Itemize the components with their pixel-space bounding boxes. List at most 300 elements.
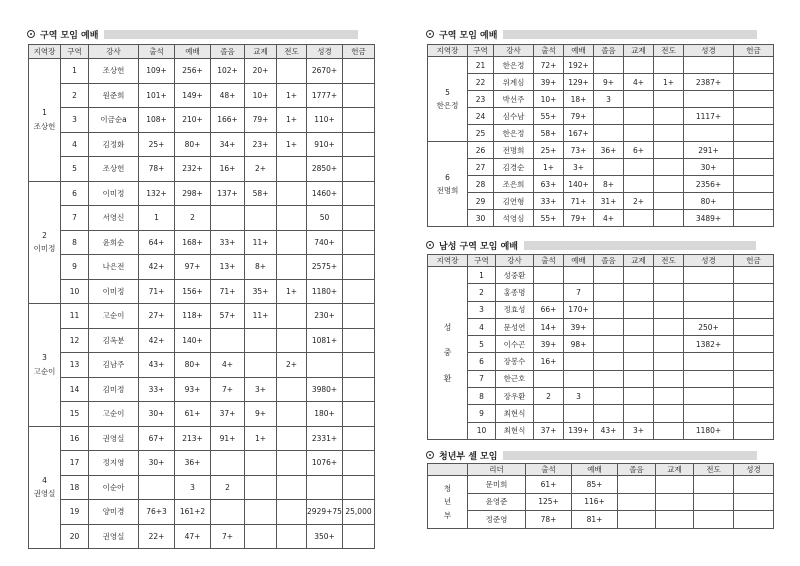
- cell-worship: 80+: [175, 132, 211, 157]
- cell-worship: 156+: [175, 279, 211, 304]
- cell-doze: [594, 57, 624, 74]
- cell-fellowship: 9+: [245, 402, 277, 427]
- cell-bible: 910+: [307, 132, 343, 157]
- cell-attendance: 78+: [139, 157, 175, 182]
- cell-fellowship: [624, 353, 654, 370]
- cell-teacher: 김남주: [89, 353, 139, 378]
- cell-evangelism: [654, 301, 684, 318]
- cell-offering: [343, 328, 375, 353]
- left-attendance-table: [28, 44, 375, 549]
- cell-fellowship: [624, 125, 654, 142]
- left-header-0: 지역장: [29, 45, 61, 59]
- cell-attendance: 33+: [534, 193, 564, 210]
- cell-offering: [343, 353, 375, 378]
- cell-bible: 30+: [684, 159, 734, 176]
- cell-attendance: 25+: [534, 142, 564, 159]
- cell-doze: 8+: [594, 176, 624, 193]
- cell-fellowship: [245, 524, 277, 549]
- rtop-header-6: 교제: [624, 45, 654, 57]
- cell-num: 5: [468, 336, 496, 353]
- cell-worship: 36+: [175, 451, 211, 476]
- cell-num: 1: [61, 59, 89, 84]
- cell-doze: [594, 388, 624, 405]
- cell-evangelism: [654, 159, 684, 176]
- cell-fellowship: 35+: [245, 279, 277, 304]
- table-row: [29, 426, 375, 451]
- cell-worship: 140+: [564, 176, 594, 193]
- cell-evangelism: [654, 108, 684, 125]
- right-top-attendance-table: [427, 44, 774, 227]
- cell-num: 2: [468, 284, 496, 301]
- rmid-header-2: 강사: [496, 255, 534, 267]
- cell-teacher: 권영실: [89, 524, 139, 549]
- cell-attendance: 78+: [526, 511, 572, 529]
- cell-teacher: 나은전: [89, 255, 139, 280]
- cell-teacher: 심수남: [494, 108, 534, 125]
- cell-doze: 91+: [211, 426, 245, 451]
- cell-fellowship: [245, 475, 277, 500]
- cell-leader: 문미희: [468, 476, 526, 494]
- group-label-part: 권영실: [33, 489, 56, 499]
- cell-worship: 85+: [572, 476, 618, 494]
- cell-doze: 3: [594, 91, 624, 108]
- cell-bible: 2387+: [684, 74, 734, 91]
- cell-worship: 232+: [175, 157, 211, 182]
- group-label-part: 5: [445, 87, 450, 97]
- cell-fellowship: 11+: [245, 230, 277, 255]
- rtop-header-0: 지역장: [428, 45, 468, 57]
- header-row: [428, 255, 774, 267]
- cell-doze: [594, 318, 624, 335]
- cell-offering: [343, 255, 375, 280]
- cell-doze: [594, 108, 624, 125]
- cell-evangelism: [277, 500, 307, 525]
- group-leader-cell: [428, 267, 468, 440]
- table-row: [428, 57, 774, 74]
- cell-attendance: [534, 267, 564, 284]
- table-row: [29, 451, 375, 476]
- table-row: [428, 142, 774, 159]
- cell-teacher: 성중환: [496, 267, 534, 284]
- cell-evangelism: [654, 142, 684, 159]
- cell-teacher: 이금순a: [89, 108, 139, 133]
- cell-worship: 161+2: [175, 500, 211, 525]
- table-row: [29, 377, 375, 402]
- cell-doze: 137+: [211, 181, 245, 206]
- table-row: [428, 267, 774, 284]
- cell-attendance: 16+: [534, 353, 564, 370]
- cell-num: 6: [61, 181, 89, 206]
- cell-attendance: 55+: [534, 108, 564, 125]
- cell-leader: 정준영: [468, 511, 526, 529]
- cell-attendance: 33+: [139, 377, 175, 402]
- cell-worship: 80+: [175, 353, 211, 378]
- cell-evangelism: [277, 377, 307, 402]
- cell-doze: [211, 328, 245, 353]
- cell-doze: 4+: [211, 353, 245, 378]
- cell-evangelism: [694, 511, 734, 529]
- cell-worship: [564, 370, 594, 387]
- cell-num: 3: [468, 301, 496, 318]
- cell-evangelism: [654, 353, 684, 370]
- cell-bible: 1460+: [307, 181, 343, 206]
- cell-fellowship: [245, 451, 277, 476]
- group-leader-cell: [29, 181, 61, 304]
- table-row: [428, 301, 774, 318]
- cell-worship: 79+: [564, 108, 594, 125]
- header-row: [29, 45, 375, 59]
- table-row: [29, 328, 375, 353]
- table-row: [428, 476, 774, 494]
- left-title-text: 구역 모임 예배: [40, 30, 99, 41]
- group-leader-cell: [428, 476, 468, 529]
- cell-evangelism: [277, 475, 307, 500]
- table-row: [428, 318, 774, 335]
- group-label-part: 3: [42, 353, 47, 363]
- cell-doze: 13+: [211, 255, 245, 280]
- cell-attendance: 42+: [139, 255, 175, 280]
- cell-evangelism: [654, 284, 684, 301]
- cell-offering: [343, 279, 375, 304]
- cell-worship: 213+: [175, 426, 211, 451]
- cell-teacher: 양미경: [89, 500, 139, 525]
- cell-evangelism: [277, 524, 307, 549]
- cell-bible: [684, 57, 734, 74]
- group-label-part: 환: [443, 373, 452, 383]
- cell-worship: 97+: [175, 255, 211, 280]
- cell-teacher: 김정화: [89, 132, 139, 157]
- cell-doze: [594, 284, 624, 301]
- table-row: [29, 475, 375, 500]
- cell-doze: [618, 493, 656, 511]
- cell-bible: [684, 370, 734, 387]
- cell-fellowship: [624, 336, 654, 353]
- group-label-part: 부: [443, 510, 452, 520]
- cell-fellowship: [245, 328, 277, 353]
- cell-fellowship: [624, 370, 654, 387]
- cell-worship: 140+: [175, 328, 211, 353]
- cell-teacher: 고순이: [89, 304, 139, 329]
- cell-fellowship: [656, 493, 694, 511]
- group-leader-cell: [29, 304, 61, 427]
- cell-attendance: 30+: [139, 402, 175, 427]
- cell-doze: [618, 476, 656, 494]
- cell-offering: [343, 451, 375, 476]
- cell-evangelism: [654, 210, 684, 227]
- cell-teacher: 정지영: [89, 451, 139, 476]
- cell-doze: 102+: [211, 59, 245, 84]
- table-row: [428, 193, 774, 210]
- cell-offering: [343, 402, 375, 427]
- cell-bible: 1180+: [307, 279, 343, 304]
- left-header-2: 강사: [89, 45, 139, 59]
- cell-num: 30: [468, 210, 494, 227]
- cell-worship: 93+: [175, 377, 211, 402]
- cell-teacher: 조은희: [494, 176, 534, 193]
- cell-doze: [594, 301, 624, 318]
- cell-evangelism: [654, 267, 684, 284]
- cell-offering: [734, 301, 774, 318]
- cell-teacher: 이순아: [89, 475, 139, 500]
- right-mid-section-title: [426, 238, 756, 252]
- cell-num: 9: [61, 255, 89, 280]
- table-row: [428, 210, 774, 227]
- cell-evangelism: [654, 336, 684, 353]
- cell-doze: 4+: [594, 210, 624, 227]
- rbot-header-6: 전도: [694, 464, 734, 476]
- cell-evangelism: [654, 388, 684, 405]
- cell-worship: 79+: [564, 210, 594, 227]
- cell-evangelism: [277, 206, 307, 231]
- rmid-header-5: 졸음: [594, 255, 624, 267]
- cell-evangelism: [654, 91, 684, 108]
- cell-bible: 350+: [307, 524, 343, 549]
- cell-fellowship: [624, 284, 654, 301]
- right-bottom-section-title: [426, 448, 757, 462]
- circle-bullet-icon: [426, 30, 434, 38]
- cell-offering: [343, 59, 375, 84]
- cell-teacher: 석영심: [494, 210, 534, 227]
- table-row: [428, 108, 774, 125]
- cell-offering: [734, 388, 774, 405]
- cell-evangelism: [277, 402, 307, 427]
- cell-fellowship: [624, 405, 654, 422]
- cell-num: 11: [61, 304, 89, 329]
- cell-worship: 3: [175, 475, 211, 500]
- rtop-header-7: 전도: [654, 45, 684, 57]
- cell-fellowship: [245, 353, 277, 378]
- cell-attendance: 63+: [534, 176, 564, 193]
- rbot-header-3: 예배: [572, 464, 618, 476]
- group-leader-cell: [29, 59, 61, 182]
- cell-bible: 230+: [307, 304, 343, 329]
- cell-num: 4: [61, 132, 89, 157]
- cell-teacher: 한은정: [494, 125, 534, 142]
- title-bar: [524, 241, 756, 250]
- right-mid-attendance-table: [427, 254, 774, 440]
- cell-bible: [734, 493, 774, 511]
- cell-num: 15: [61, 402, 89, 427]
- table-row: [29, 353, 375, 378]
- cell-bible: 110+: [307, 108, 343, 133]
- cell-offering: [734, 210, 774, 227]
- cell-offering: [343, 524, 375, 549]
- cell-bible: 50: [307, 206, 343, 231]
- cell-offering: [734, 336, 774, 353]
- cell-evangelism: [694, 493, 734, 511]
- title-bar: [104, 30, 358, 39]
- cell-evangelism: [277, 304, 307, 329]
- cell-attendance: 72+: [534, 57, 564, 74]
- cell-evangelism: [654, 125, 684, 142]
- rbot-header-7: 성경: [734, 464, 774, 476]
- cell-num: 8: [61, 230, 89, 255]
- cell-fellowship: [624, 318, 654, 335]
- cell-num: 13: [61, 353, 89, 378]
- table-row: [428, 125, 774, 142]
- cell-fellowship: [656, 511, 694, 529]
- group-label-part: 1: [42, 108, 47, 118]
- cell-fellowship: [656, 476, 694, 494]
- cell-doze: 48+: [211, 83, 245, 108]
- cell-teacher: 박선주: [494, 91, 534, 108]
- right-bottom-cell-table: [427, 463, 774, 529]
- left-section-title: [27, 27, 358, 41]
- cell-teacher: 조상헌: [89, 59, 139, 84]
- cell-offering: [343, 475, 375, 500]
- cell-bible: [684, 405, 734, 422]
- cell-worship: [564, 405, 594, 422]
- cell-fellowship: 8+: [245, 255, 277, 280]
- group-label-part: 2: [42, 230, 47, 240]
- cell-bible: [684, 284, 734, 301]
- table-row: [29, 206, 375, 231]
- cell-bible: 80+: [684, 193, 734, 210]
- cell-attendance: 101+: [139, 83, 175, 108]
- cell-fellowship: 23+: [245, 132, 277, 157]
- cell-fellowship: 2+: [624, 193, 654, 210]
- cell-worship: 2: [175, 206, 211, 231]
- cell-doze: 2: [211, 475, 245, 500]
- cell-offering: [343, 206, 375, 231]
- cell-doze: 37+: [211, 402, 245, 427]
- cell-attendance: 125+: [526, 493, 572, 511]
- cell-worship: 192+: [564, 57, 594, 74]
- group-label-part: 년: [443, 497, 452, 506]
- group-label-part: 4: [42, 475, 47, 485]
- cell-worship: 116+: [572, 493, 618, 511]
- cell-num: 27: [468, 159, 494, 176]
- group-leader-cell: [29, 426, 61, 549]
- cell-worship: 47+: [175, 524, 211, 549]
- rbot-header-0: [428, 464, 468, 476]
- cell-teacher: 고순이: [89, 402, 139, 427]
- cell-teacher: 김미정: [89, 377, 139, 402]
- table-row: [29, 304, 375, 329]
- cell-offering: [343, 230, 375, 255]
- cell-offering: [734, 125, 774, 142]
- cell-offering: [734, 142, 774, 159]
- cell-evangelism: [654, 57, 684, 74]
- cell-offering: [343, 83, 375, 108]
- cell-teacher: 장봉수: [496, 353, 534, 370]
- cell-worship: 73+: [564, 142, 594, 159]
- cell-worship: 3+: [564, 159, 594, 176]
- cell-num: 2: [61, 83, 89, 108]
- cell-fellowship: 20+: [245, 59, 277, 84]
- cell-offering: [734, 370, 774, 387]
- cell-offering: [343, 157, 375, 182]
- cell-fellowship: 4+: [624, 74, 654, 91]
- table-row: [428, 284, 774, 301]
- group-label-part: 중: [443, 348, 452, 358]
- cell-num: 3: [61, 108, 89, 133]
- cell-evangelism: [277, 181, 307, 206]
- cell-offering: [734, 284, 774, 301]
- cell-worship: 81+: [572, 511, 618, 529]
- left-header-5: 졸음: [211, 45, 245, 59]
- cell-offering: [734, 318, 774, 335]
- cell-offering: [734, 422, 774, 439]
- rtop-header-5: 졸음: [594, 45, 624, 57]
- cell-attendance: 67+: [139, 426, 175, 451]
- left-header-9: 헌금: [343, 45, 375, 59]
- cell-evangelism: [277, 451, 307, 476]
- rbot-header-4: 졸음: [618, 464, 656, 476]
- cell-teacher: 서영신: [89, 206, 139, 231]
- rmid-header-3: 출석: [534, 255, 564, 267]
- cell-worship: 71+: [564, 193, 594, 210]
- cell-doze: [594, 353, 624, 370]
- cell-num: 24: [468, 108, 494, 125]
- cell-attendance: 132+: [139, 181, 175, 206]
- right-top-section-title: [426, 27, 757, 41]
- cell-offering: [734, 57, 774, 74]
- group-label-part: 성: [443, 322, 452, 332]
- cell-fellowship: [624, 57, 654, 74]
- cell-bible: 2929+75: [307, 500, 343, 525]
- cell-doze: 34+: [211, 132, 245, 157]
- cell-offering: [343, 304, 375, 329]
- cell-teacher: 이미정: [89, 279, 139, 304]
- cell-doze: [594, 370, 624, 387]
- header-row: [428, 464, 774, 476]
- cell-worship: 139+: [564, 422, 594, 439]
- cell-fellowship: 3+: [245, 377, 277, 402]
- cell-bible: 2575+: [307, 255, 343, 280]
- cell-worship: 168+: [175, 230, 211, 255]
- cell-num: 19: [61, 500, 89, 525]
- cell-bible: [684, 125, 734, 142]
- cell-num: 26: [468, 142, 494, 159]
- cell-bible: [684, 301, 734, 318]
- cell-evangelism: [654, 318, 684, 335]
- cell-teacher: 이미정: [89, 181, 139, 206]
- cell-attendance: 37+: [534, 422, 564, 439]
- cell-fellowship: [624, 388, 654, 405]
- cell-num: 29: [468, 193, 494, 210]
- cell-doze: 57+: [211, 304, 245, 329]
- cell-num: 10: [468, 422, 496, 439]
- table-row: [428, 176, 774, 193]
- cell-num: 28: [468, 176, 494, 193]
- table-row: [428, 388, 774, 405]
- cell-leader: 윤영준: [468, 493, 526, 511]
- cell-bible: 3980+: [307, 377, 343, 402]
- cell-attendance: [534, 370, 564, 387]
- cell-bible: [684, 353, 734, 370]
- cell-fellowship: 2+: [245, 157, 277, 182]
- cell-offering: [734, 353, 774, 370]
- cell-fellowship: [624, 159, 654, 176]
- group-leader-cell: [428, 142, 468, 227]
- cell-num: 14: [61, 377, 89, 402]
- group-label-part: 6: [445, 172, 450, 182]
- cell-doze: 7+: [211, 524, 245, 549]
- cell-offering: [343, 181, 375, 206]
- cell-num: 23: [468, 91, 494, 108]
- cell-attendance: 2: [534, 388, 564, 405]
- rmid-header-0: 지역장: [428, 255, 468, 267]
- cell-bible: 2331+: [307, 426, 343, 451]
- table-row: [428, 370, 774, 387]
- group-label-part: 조상헌: [33, 121, 56, 131]
- cell-worship: 129+: [564, 74, 594, 91]
- cell-doze: 9+: [594, 74, 624, 91]
- left-header-7: 전도: [277, 45, 307, 59]
- table-row: [29, 59, 375, 84]
- cell-attendance: 14+: [534, 318, 564, 335]
